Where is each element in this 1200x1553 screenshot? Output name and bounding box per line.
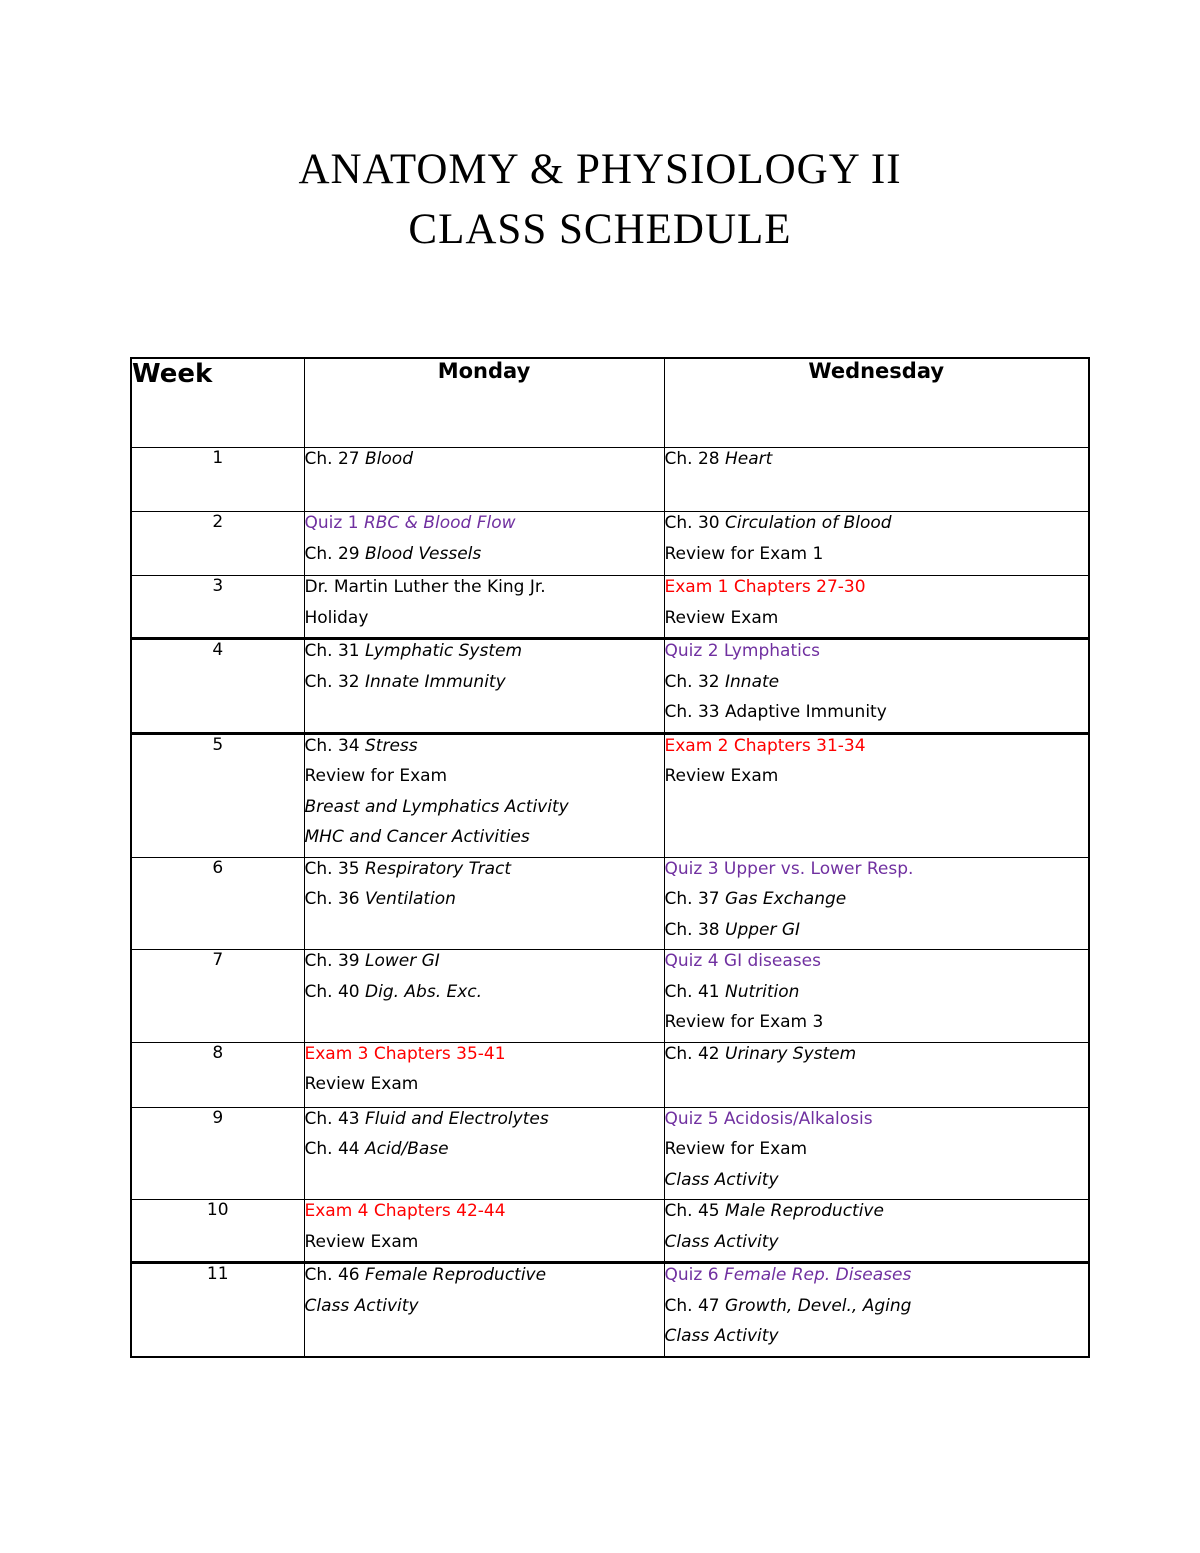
table-row <box>131 1200 1089 1263</box>
entry-text: Ch. 40 <box>304 981 365 1002</box>
schedule-entry <box>305 981 664 1012</box>
entry-text: Class Activity <box>664 1326 779 1346</box>
week-number: 1 <box>131 448 304 512</box>
schedule-entry <box>305 671 664 702</box>
entry-text: Review for Exam 1 <box>664 543 824 564</box>
monday-cell <box>304 1107 664 1200</box>
entry-text: Review Exam <box>304 1231 419 1252</box>
schedule-entry <box>305 512 664 543</box>
entry-text: Dr. Martin Luther the King Jr. <box>304 577 546 597</box>
schedule-entry <box>665 735 1089 766</box>
wednesday-cell <box>664 1042 1089 1107</box>
week-number: 7 <box>131 950 304 1043</box>
schedule-entry <box>305 576 664 607</box>
schedule-entry <box>665 1231 1089 1262</box>
entry-text: Ch. 45 <box>664 1201 725 1221</box>
schedule-table <box>130 357 1090 1358</box>
entry-text: Ch. 46 <box>304 1265 365 1285</box>
entry-text: Exam 2 Chapters 31-34 <box>664 735 866 756</box>
monday-cell <box>304 1042 664 1107</box>
week-number: 3 <box>131 576 304 639</box>
monday-cell <box>304 950 664 1043</box>
entry-text: Fluid and Electrolytes <box>365 1108 549 1129</box>
schedule-entry <box>305 735 664 766</box>
entry-text: Quiz 5 Acidosis/Alkalosis <box>664 1108 873 1129</box>
schedule-entry <box>665 919 1089 950</box>
monday-cell <box>304 576 664 639</box>
entry-text: Nutrition <box>725 981 800 1002</box>
schedule-entry <box>305 1108 664 1139</box>
entry-text: Ch. 31 <box>304 641 365 661</box>
schedule-entry <box>665 765 1089 796</box>
entry-text: Blood <box>365 449 413 469</box>
monday-cell <box>304 448 664 512</box>
entry-text: Quiz 4 GI diseases <box>664 951 821 971</box>
schedule-entry <box>665 950 1089 981</box>
monday-cell <box>304 512 664 576</box>
header-wednesday: Wednesday <box>664 358 1089 448</box>
entry-text: Review for Exam <box>304 766 448 786</box>
schedule-entry <box>305 1295 664 1326</box>
monday-cell <box>304 857 664 950</box>
entry-text: Dig. Abs. Exc. <box>365 981 483 1002</box>
entry-text: Lower GI <box>365 951 440 971</box>
entry-text: Class Activity <box>304 1295 419 1316</box>
entry-text: Heart <box>725 449 773 469</box>
schedule-entry <box>665 1200 1089 1231</box>
schedule-entry <box>665 671 1089 702</box>
schedule-entry <box>665 888 1089 919</box>
schedule-entry <box>305 543 664 574</box>
entry-text: Quiz 2 Lymphatics <box>664 641 821 661</box>
entry-text: Ch. 37 <box>664 889 725 909</box>
wednesday-cell <box>664 857 1089 950</box>
entry-text: Review for Exam <box>664 1139 808 1159</box>
entry-text: Urinary System <box>725 1043 857 1064</box>
schedule-entry <box>665 1169 1089 1200</box>
table-row <box>131 448 1089 512</box>
schedule-entry <box>665 543 1089 574</box>
wednesday-cell <box>664 576 1089 639</box>
entry-text: Male Reproductive <box>725 1201 884 1221</box>
schedule-entry <box>305 448 664 479</box>
schedule-entry <box>305 950 664 981</box>
schedule-entry <box>305 1138 664 1169</box>
schedule-body <box>131 448 1089 1357</box>
schedule-entry <box>665 640 1089 671</box>
schedule-entry <box>665 1043 1089 1074</box>
entry-text: Circulation of Blood <box>725 513 892 533</box>
wednesday-cell <box>664 639 1089 734</box>
document-title <box>0 140 1200 260</box>
week-number: 10 <box>131 1200 304 1263</box>
monday-cell <box>304 733 664 857</box>
entry-text: Ch. 27 <box>304 449 365 469</box>
monday-cell <box>304 1263 664 1357</box>
entry-text: Innate Immunity <box>365 671 506 692</box>
wednesday-cell <box>664 448 1089 512</box>
week-number: 9 <box>131 1107 304 1200</box>
entry-text: Ch. 44 <box>304 1139 365 1159</box>
schedule-entry <box>305 826 664 857</box>
table-row <box>131 1263 1089 1357</box>
week-number: 8 <box>131 1042 304 1107</box>
entry-text: Ch. 35 <box>304 858 365 879</box>
schedule-entry <box>665 701 1089 732</box>
schedule-entry <box>665 858 1089 889</box>
table-row <box>131 512 1089 576</box>
header-week: Week <box>131 358 304 448</box>
entry-text: Ch. 29 <box>304 543 365 564</box>
schedule-entry <box>665 981 1089 1012</box>
entry-text: Lymphatic System <box>365 641 523 661</box>
header-monday: Monday <box>304 358 664 448</box>
entry-text: Ch. 41 <box>664 981 725 1002</box>
schedule-entry <box>665 1325 1089 1356</box>
entry-text: Review Exam <box>664 766 779 786</box>
entry-text: Ch. 39 <box>304 951 365 971</box>
entry-text: Female Reproductive <box>365 1265 547 1285</box>
schedule-entry <box>665 1011 1089 1042</box>
entry-text: Ch. 36 <box>304 889 365 909</box>
schedule-entry <box>305 1043 664 1074</box>
wednesday-cell <box>664 1200 1089 1263</box>
schedule-entry <box>665 607 1089 638</box>
entry-text: Ch. 32 <box>664 671 725 692</box>
table-row <box>131 1107 1089 1200</box>
entry-text: Quiz 3 Upper vs. Lower Resp. <box>664 858 914 879</box>
table-row <box>131 639 1089 734</box>
schedule-entry <box>665 1295 1089 1326</box>
schedule-entry <box>665 512 1089 543</box>
schedule-entry <box>305 1200 664 1231</box>
week-number: 5 <box>131 733 304 857</box>
wednesday-cell <box>664 512 1089 576</box>
entry-text: RBC & Blood Flow <box>363 513 516 533</box>
entry-text: Exam 4 Chapters 42-44 <box>304 1201 506 1221</box>
schedule-entry <box>305 888 664 919</box>
entry-text: Ch. 28 <box>664 449 725 469</box>
monday-cell <box>304 1200 664 1263</box>
week-number: 2 <box>131 512 304 576</box>
wednesday-cell <box>664 950 1089 1043</box>
entry-text: Female Rep. Diseases <box>723 1265 912 1285</box>
wednesday-cell <box>664 1107 1089 1200</box>
schedule-entry <box>305 796 664 827</box>
header-row <box>131 358 1089 448</box>
schedule-entry <box>305 1073 664 1104</box>
entry-text: Review Exam <box>664 607 779 628</box>
entry-text: Holiday <box>304 607 369 628</box>
entry-text: Breast and Lymphatics Activity <box>304 796 569 817</box>
entry-text: Class Activity <box>664 1169 779 1190</box>
entry-text: MHC and Cancer Activities <box>304 827 530 847</box>
schedule-entry <box>665 448 1089 479</box>
entry-text: Ch. 34 <box>304 735 365 756</box>
wednesday-cell <box>664 733 1089 857</box>
entry-text: Review Exam <box>304 1074 419 1094</box>
title-line-1: ANATOMY & PHYSIOLOGY II <box>298 146 902 193</box>
entry-text: Ch. 30 <box>664 513 725 533</box>
entry-text: Stress <box>365 735 418 756</box>
entry-text: Exam 1 Chapters 27-30 <box>664 577 866 597</box>
schedule-entry <box>305 858 664 889</box>
schedule-entry <box>665 1264 1089 1295</box>
week-number: 6 <box>131 857 304 950</box>
entry-text: Innate <box>725 671 780 692</box>
monday-cell <box>304 639 664 734</box>
entry-text: Ch. 47 <box>664 1295 725 1316</box>
entry-text: Ch. 43 <box>304 1108 365 1129</box>
schedule-entry <box>665 1108 1089 1139</box>
entry-text: Ch. 38 <box>664 919 725 940</box>
entry-text: Review for Exam 3 <box>664 1012 824 1032</box>
week-number: 4 <box>131 639 304 734</box>
table-row <box>131 857 1089 950</box>
table-row <box>131 576 1089 639</box>
table-row <box>131 1042 1089 1107</box>
schedule-entry <box>665 576 1089 607</box>
schedule-entry <box>305 1231 664 1262</box>
entry-text: Gas Exchange <box>725 889 847 909</box>
entry-text: Ch. 32 <box>304 671 365 692</box>
table-row <box>131 950 1089 1043</box>
table-row <box>131 733 1089 857</box>
schedule-entry <box>305 765 664 796</box>
entry-text: Blood Vessels <box>365 543 482 564</box>
entry-text: Respiratory Tract <box>365 858 512 879</box>
entry-text: Exam 3 Chapters 35-41 <box>304 1043 506 1064</box>
entry-text: Acid/Base <box>365 1139 449 1159</box>
schedule-entry <box>305 640 664 671</box>
wednesday-cell <box>664 1263 1089 1357</box>
entry-text: Growth, Devel., Aging <box>725 1295 912 1316</box>
schedule-entry <box>665 1138 1089 1169</box>
entry-text: Ventilation <box>365 889 456 909</box>
entry-text: Upper GI <box>725 919 801 940</box>
entry-text: Quiz 1 <box>304 513 364 533</box>
entry-text: Ch. 42 <box>664 1043 725 1064</box>
week-number: 11 <box>131 1263 304 1357</box>
schedule-entry <box>305 607 664 638</box>
entry-text: Quiz 6 <box>664 1265 724 1285</box>
schedule-entry <box>305 1264 664 1295</box>
entry-text: Ch. 33 Adaptive Immunity <box>664 702 887 722</box>
entry-text: Class Activity <box>664 1231 779 1252</box>
title-line-2: CLASS SCHEDULE <box>408 206 792 253</box>
